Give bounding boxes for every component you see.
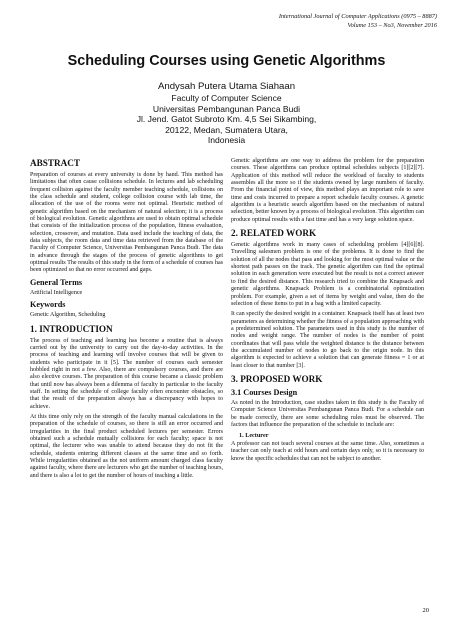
keywords-text: Genetic Algorithm, Scheduling	[30, 312, 106, 319]
lecturer-paragraph: A professor can not teach several courses at the same time. Also, sometimes a teacher can only teach at odd hours and certain days only, so it is necessary to know the specific schedules that can not be subject to another.	[231, 440, 424, 462]
abstract-heading: ABSTRACT	[30, 158, 81, 168]
author-address-line2: 20122, Medan, Sumatera Utara,	[165, 124, 288, 135]
related-work-heading: 2. RELATED WORK	[231, 228, 317, 239]
keywords-heading: Keywords	[30, 300, 66, 310]
general-terms-heading: General Terms	[30, 277, 83, 287]
related-work-paragraph-2: It can specify the desired weight in a container. Knapsack itself has at least two parameters as determining whether the fitness of a population approaching with a predetermined solution. The parameters used in this study is the number of nodes and weight range. The number of nodes is the number of point coordinates that will pass while the weighted distance is the distance between the accumulated number of nodes to go back to the origin node. In this algorithm is expected to achieve a solution that can generate fitness = 1 or at least closer to that number [3].	[231, 311, 424, 369]
author-block	[0, 80, 453, 146]
author-address-line1: Jl. Jend. Gatot Subroto Km. 4,5 Sei Sikambing,	[136, 114, 317, 125]
related-work-paragraph-1: Genetic algorithms work in many cases of scheduling problem [4][6][8]. Travelling salesmen problem is one of the problems. It is done to find the solution of all the nodes that pass and looking for the most optimal value or the shortest path passes on the track. The genetic algorithm can find the optimal solution in each generation were executed but the result is not a correct answer to find the desired distance. This research tried to combine the Knapsack and genetic algorithms. Knapsack Problem is a combinatorial optimization problem. For example, given a set of items by weight and value, then do the selection of these items to put in a bag with a limited capacity.	[231, 242, 424, 307]
intro-continued-paragraph: Genetic algorithms are one way to address the problem for the preparation courses. These algorithms can produce optimal schedules subjects [1][2][7]. Application of this method will reduce the workload of faculty to students assembles all the more so if the students owned by large numbers of faculty. From the financial point of view, this method plays an important role to save time and costs incurred to prepare a report schedule faculty courses. A genetic algorithm is a heuristic search algorithm based on the mechanism of natural selection, better known by a process of biological evolution. This algorithm can produce optimal results with a fast time and has a very large solution space.	[231, 158, 424, 223]
journal-header	[279, 13, 437, 30]
proposed-work-heading: 3. PROPOSED WORK	[231, 373, 323, 384]
journal-volume: Volume 153 – No3, November 2016	[347, 21, 437, 29]
lecturer-heading: 1. Lecturer	[239, 432, 269, 440]
introduction-heading: 1. INTRODUCTION	[30, 323, 113, 334]
author-dept: Faculty of Computer Science	[171, 93, 282, 103]
page-number: 20	[422, 607, 429, 614]
courses-design-paragraph: As noted in the Introduction, case studies taken in this study is the Faculty of Computer Science Universitas Pembangunan Panca Budi. For a schedule can be made correctly, there are some scheduling rules must be observed. The factors that influence the preparation of the schedule to include are:	[231, 399, 424, 428]
general-terms-text: Artificial Intelligence	[30, 289, 83, 296]
introduction-paragraph-1: The process of teaching and learning has become a routine that is always carried out by the university to carry out the day-to-day activities. In the process of teaching and learning will involve courses that will be given to students who participate in it [5]. The number of courses each semester hobbled right in not a few. Also, there are compulsory courses, and there are also elective courses. The preparation of this course became a classic problem that until now has always been a dilemma of faculty in particular to the faculty staff. In setting the schedule of college faculty often encounter obstacles, so that the result of the preparation always has a discrepancy with hopes to achieve.	[30, 337, 223, 410]
left-column	[30, 154, 223, 483]
introduction-paragraph-2: At this time only rely on the strength of the faculty manual calculations in the preparation of the schedule of courses, so there is still an error occurred and irregularities in the final product scheduled lectures per semester. Errors obtained such a schedule mutually collisions for each faculty; space is not optimal, the lecturer who was unable to attend because they do not fit the schedule, students entering different classes at the same time and so forth. While irregularities obtained as the not uniform amount charged class faculty against faculty, where there are lecturers who get the number of teaching hours, and there is also a lot to get the number of hours of teaching a little.	[30, 413, 223, 479]
paper-title: Scheduling Courses using Genetic Algorithms	[67, 53, 386, 69]
courses-design-heading: 3.1 Courses Design	[231, 387, 298, 397]
journal-name: International Journal of Computer Applications (0975 – 8887)	[278, 13, 437, 20]
author-name: Andysah Putera Utama Siahaan	[157, 81, 296, 92]
author-univ: Universitas Pembangunan Panca Budi	[152, 103, 301, 114]
author-country: Indonesia	[207, 135, 246, 146]
right-column	[231, 158, 424, 466]
abstract-text: Preparation of courses at every university is done by hand. This method has limitations that often cause collisions schedule. In lectures and lab scheduling frequent collision against the faculty member teaching schedule, collisions on the class schedule and student, college collision course with lab time, the allocation of the use of the rooms were not optimal. Heuristic method of genetic algorithm based on the mechanism of natural selection; it is a process of biological evolution. Genetic algorithms are used to obtain optimal schedule that consists of the initialization process of the population, fitness evaluation, selection, crossover, and mutation. Data used include the teaching of data, the data subjects, the room data and time data retrieved from the database of the Faculty of Computer Science, Universitas Pembangunan Panca Budi. The data in advance through the stages of the process of genetic algorithms to get optimal results The results of this study in the form of a schedule of courses has been optimized so that no error occurred and gaps.	[30, 172, 223, 274]
